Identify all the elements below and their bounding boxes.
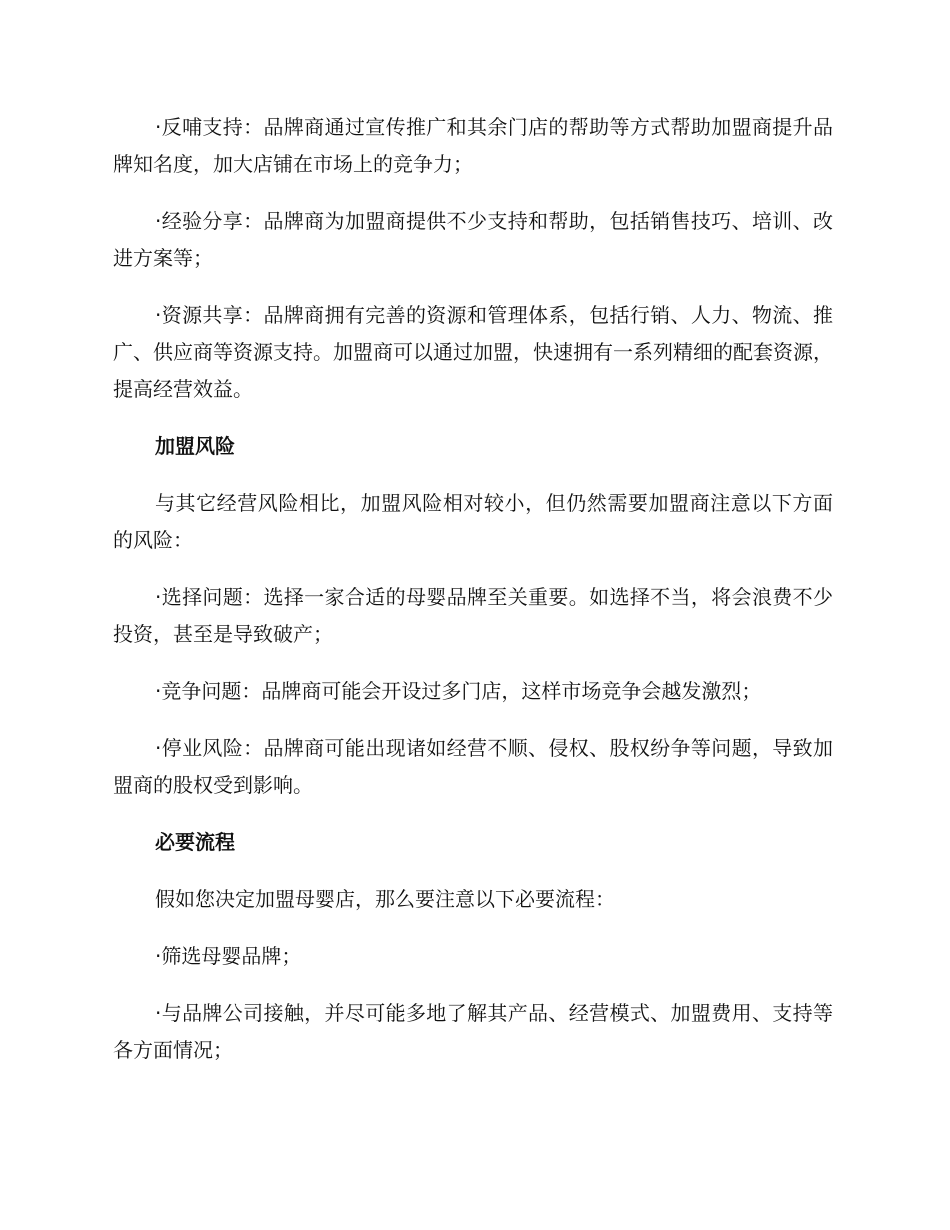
paragraph-experience-sharing: ·经验分享：品牌商为加盟商提供不少支持和帮助，包括销售技巧、培训、改进方案等； <box>113 209 833 270</box>
paragraph-risk-intro: 与其它经营风险相比，加盟风险相对较小，但仍然需要加盟商注意以下方面的风险： <box>113 491 833 552</box>
document-body <box>113 109 833 1089</box>
paragraph-step-contact-brand: ·与品牌公司接触，并尽可能多地了解其产品、经营模式、加盟费用、支持等各方面情况； <box>113 1001 833 1062</box>
paragraph-closure-risk: ·停业风险：品牌商可能出现诸如经营不顺、侵权、股权纷争等问题，导致加盟商的股权受到影响。 <box>113 736 833 797</box>
paragraph-resource-sharing: ·资源共享：品牌商拥有完善的资源和管理体系，包括行销、人力、物流、推广、供应商等资源支持。加盟商可以通过加盟，快速拥有一系列精细的配套资源，提高经营效益。 <box>113 303 833 401</box>
paragraph-process-intro: 假如您决定加盟母婴店，那么要注意以下必要流程： <box>155 887 615 911</box>
section-heading-necessary-process: 必要流程 <box>155 830 235 854</box>
paragraph-competition-issue: ·竞争问题：品牌商可能会开设过多门店，这样市场竞争会越发激烈； <box>155 679 762 703</box>
paragraph-feedback-support: ·反哺支持：品牌商通过宣传推广和其余门店的帮助等方式帮助加盟商提升品牌知名度，加大店铺在市场上的竞争力； <box>113 115 833 176</box>
section-heading-franchise-risk: 加盟风险 <box>155 434 235 458</box>
paragraph-selection-issue: ·选择问题：选择一家合适的母婴品牌至关重要。如选择不当，将会浪费不少投资，甚至是导致破产； <box>113 585 833 646</box>
paragraph-step-select-brand: ·筛选母婴品牌； <box>155 944 302 968</box>
